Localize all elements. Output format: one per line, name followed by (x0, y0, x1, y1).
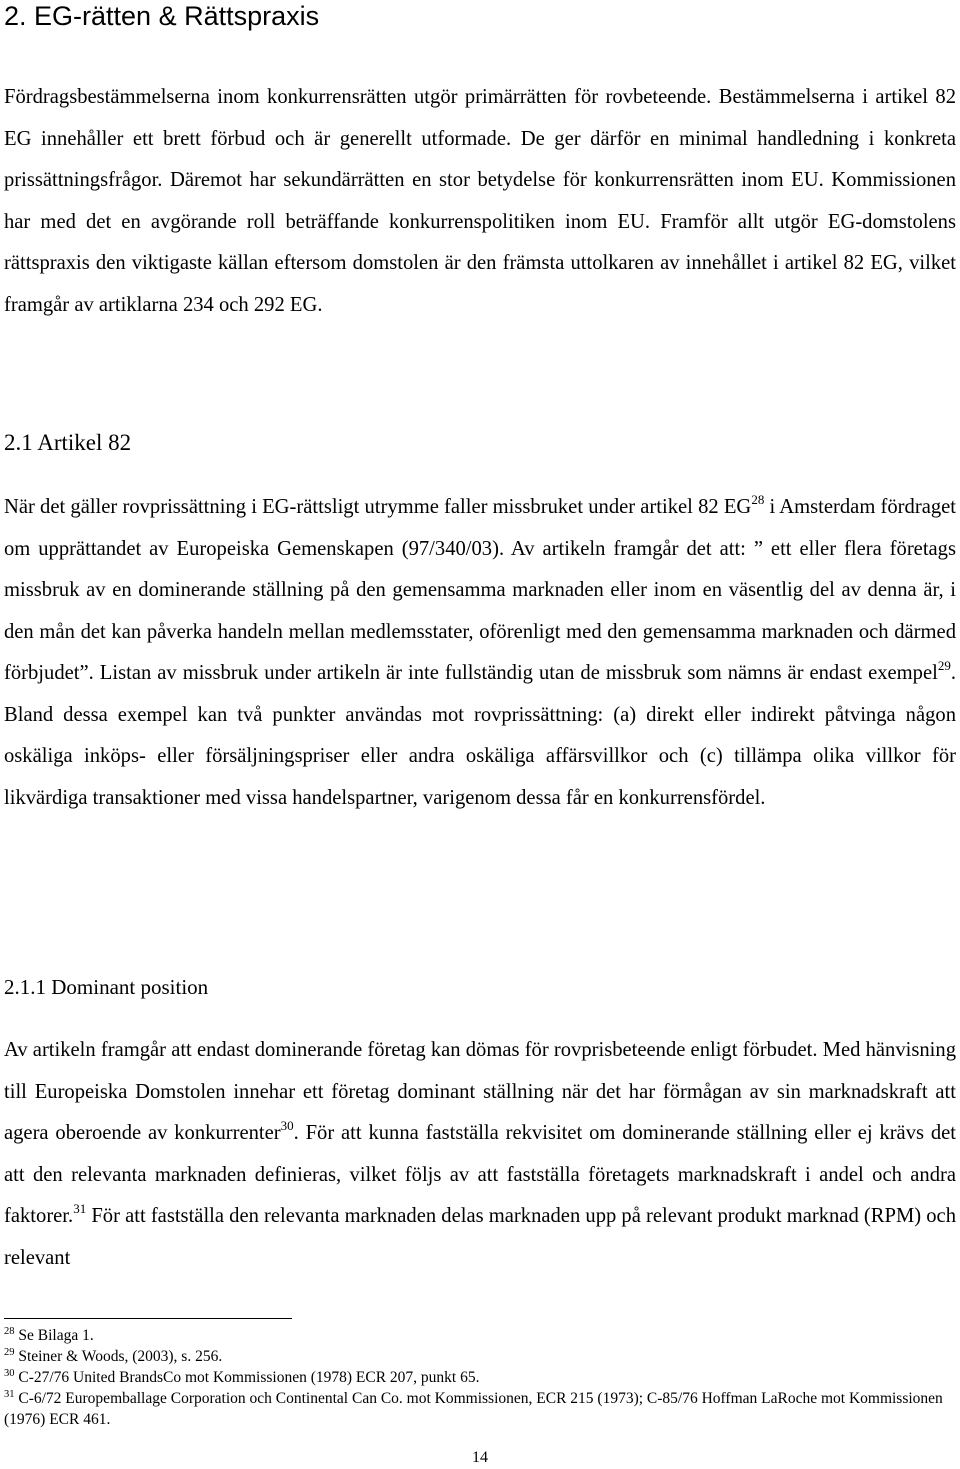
footnote-ref-31: 31 (73, 1201, 87, 1216)
footnote-ref-28: 28 (751, 492, 765, 507)
footnote (4, 1388, 956, 1430)
footnote (4, 1367, 956, 1388)
footnote-separator (4, 1318, 292, 1319)
footnote (4, 1325, 956, 1346)
text-span: Av artikeln framgår att endast dominerande företag kan dömas för rovprisbeteende enligt förbudet. Med hänvisning till Europeiska Domstolen innehar ett företag dominant ställning när det har förmågan av sin marknadskraft att agera oberoende av konkurrenter (4, 1039, 956, 1144)
text-span: För att fastställa den relevanta marknaden delas marknaden upp på relevant produkt marknad (RPM) och relevant (4, 1205, 956, 1269)
intro-paragraph: Fördragsbestämmelserna inom konkurrensrätten utgör primärrätten för rovbeteende. Bestämmelserna i artikel 82 EG innehåller ett brett förbud och är generellt utformade. De ger därför en minimal handledning i konkreta prissättningsfrågor. Däremot har sekundärrätten en stor betydelse för konkurrensrätten inom EU. Kommissionen har med det en avgörande roll beträffande konkurrenspolitiken inom EU. Framför allt utgör EG-domstolens rättspraxis den viktigaste källan eftersom domstolen är den främsta uttolkaren av innehållet i artikel 82 EG, vilket framgår av artiklarna 234 och 292 EG. (4, 86, 956, 316)
footnote (4, 1346, 956, 1367)
text-span: När det gäller rovprissättning i EG-rättsligt utrymme faller missbruket under artikel 82 EG (4, 496, 752, 518)
footnote-number: 30 (4, 1368, 15, 1379)
footnote-text: Se Bilaga 1. (14, 1327, 94, 1344)
footnote-text: C-6/72 Europemballage Corporation och Continental Can Co. mot Kommissionen, ECR 215 (1973); C-85/76 Hoffman LaRoche mot Kommissionen (1976) ECR 461. (4, 1390, 943, 1428)
footnotes (4, 1325, 956, 1430)
section-heading-2-1: 2.1 Artikel 82 (4, 430, 132, 455)
section-2-1-paragraph (4, 487, 956, 819)
chapter-heading: 2. EG-rätten & Rättspraxis (4, 1, 320, 31)
page-number: 14 (472, 1449, 488, 1466)
footnote-text: Steiner & Woods, (2003), s. 256. (14, 1348, 223, 1365)
section-heading-2-1-1: 2.1.1 Dominant position (4, 975, 209, 999)
footnote-number: 28 (4, 1326, 15, 1337)
text-span: i Amsterdam fördraget om upprättandet av Europeiska Gemenskapen (97/340/03). Av artikeln framgår det att: ” ett eller flera företags missbruk av en dominerande ställning på den gemensamma marknaden eller inom en väsentlig del av denna är, i den mån det kan påverka handeln mellan medlemsstater, oförenligt med den gemensamma marknaden och därmed förbjudet”. Listan av missbruk under artikeln är inte fullständig utan de missbruk som nämns är endast exempel (4, 496, 956, 684)
text-span: . Bland dessa exempel kan två punkter användas mot rovprissättning: (a) direkt eller indirekt påtvinga någon oskäliga inköps- eller försäljningspriser eller andra oskäliga affärsvillkor och (c) tillämpa olika villkor för likvärdiga transaktioner med vissa handelspartner, varigenom dessa får en konkurrensfördel. (4, 662, 956, 809)
footnote-number: 29 (4, 1347, 15, 1358)
text-span: . För att kunna fastställa rekvisitet om dominerande ställning eller ej krävs det att den relevanta marknaden definieras, vilket följs av att fastställa företagets marknadskraft i andel och andra faktorer. (4, 1122, 956, 1227)
footnote-ref-30: 30 (280, 1118, 294, 1133)
section-2-1-1-paragraph (4, 1030, 956, 1279)
footnote-text: C-27/76 United BrandsCo mot Kommissionen (1978) ECR 207, punkt 65. (14, 1369, 480, 1386)
footnote-ref-29: 29 (937, 658, 951, 673)
footnote-number: 31 (4, 1389, 15, 1400)
